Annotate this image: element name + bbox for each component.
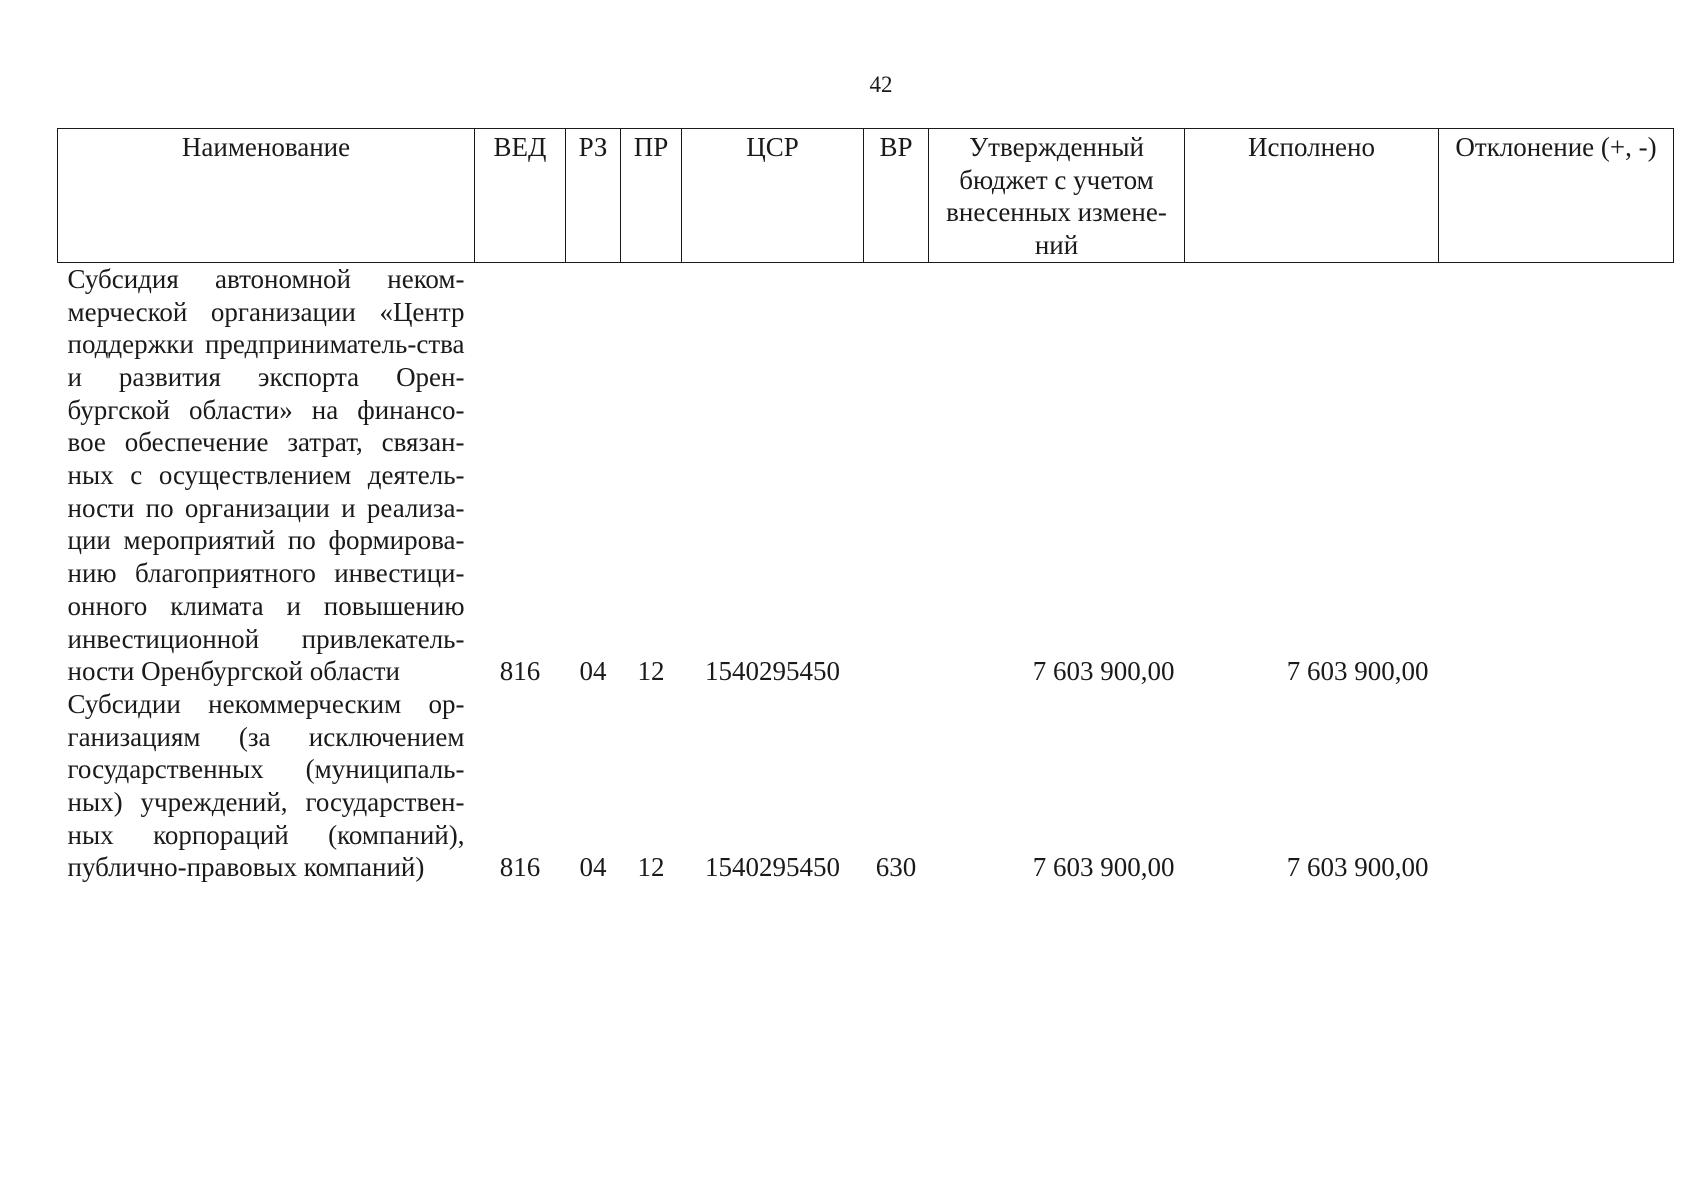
- header-ved: ВЕД: [475, 129, 566, 263]
- header-rz: РЗ: [566, 129, 621, 263]
- header-executed: Исполнено: [1185, 129, 1439, 263]
- header-vr: ВР: [864, 129, 929, 263]
- table-row: [58, 262, 1674, 688]
- table-row: [58, 688, 1674, 884]
- row-rz: 04: [579, 852, 607, 883]
- row-pr: 12: [637, 656, 665, 687]
- row-deviation: [1439, 262, 1674, 688]
- row-ved: 816: [499, 852, 541, 883]
- header-pr: ПР: [621, 129, 682, 263]
- row-pr: 12: [637, 852, 665, 883]
- row-csr: 1540295450: [705, 656, 840, 687]
- row-deviation: [1439, 688, 1674, 884]
- row-ved: 816: [499, 656, 541, 687]
- row-executed: 7 603 900,00: [1286, 852, 1429, 883]
- row-approved: 7 603 900,00: [1032, 852, 1175, 883]
- header-deviation: Отклонение (+, -): [1439, 129, 1674, 263]
- row-executed: 7 603 900,00: [1286, 656, 1429, 687]
- table-header-row: [58, 129, 1674, 263]
- row-csr: 1540295450: [705, 852, 840, 883]
- page-number: 42: [869, 72, 893, 97]
- budget-table: [57, 128, 1674, 884]
- header-name: Наименование: [58, 129, 475, 263]
- row-rz: 04: [579, 656, 607, 687]
- row-vr: [864, 262, 929, 688]
- header-csr: ЦСР: [682, 129, 864, 263]
- row-approved: 7 603 900,00: [1032, 656, 1175, 687]
- row-vr: 630: [875, 852, 917, 883]
- row-name: Субсидия автономной неком-мерческой организации «Центр поддержки предприниматель-ства и развития экспорта Орен-бургской области» на финансо-вое обеспечение затрат, связан-ных с осуществлением деятель-ности по организации и реализа-ции мероприятий по формирова-нию благоприятного инвестици-онного климата и повышению инвестиционной привлекатель-ности Оренбургской области: [67, 263, 465, 687]
- row-name: Субсидии некоммерческим ор-ганизациям (за исключением государственных (муниципаль-ных) учреждений, государствен-ных корпораций (компаний), публично-правовых компаний): [67, 688, 465, 883]
- header-approved: Утвержденный бюджет с учетом внесенных измене-ний: [929, 129, 1185, 263]
